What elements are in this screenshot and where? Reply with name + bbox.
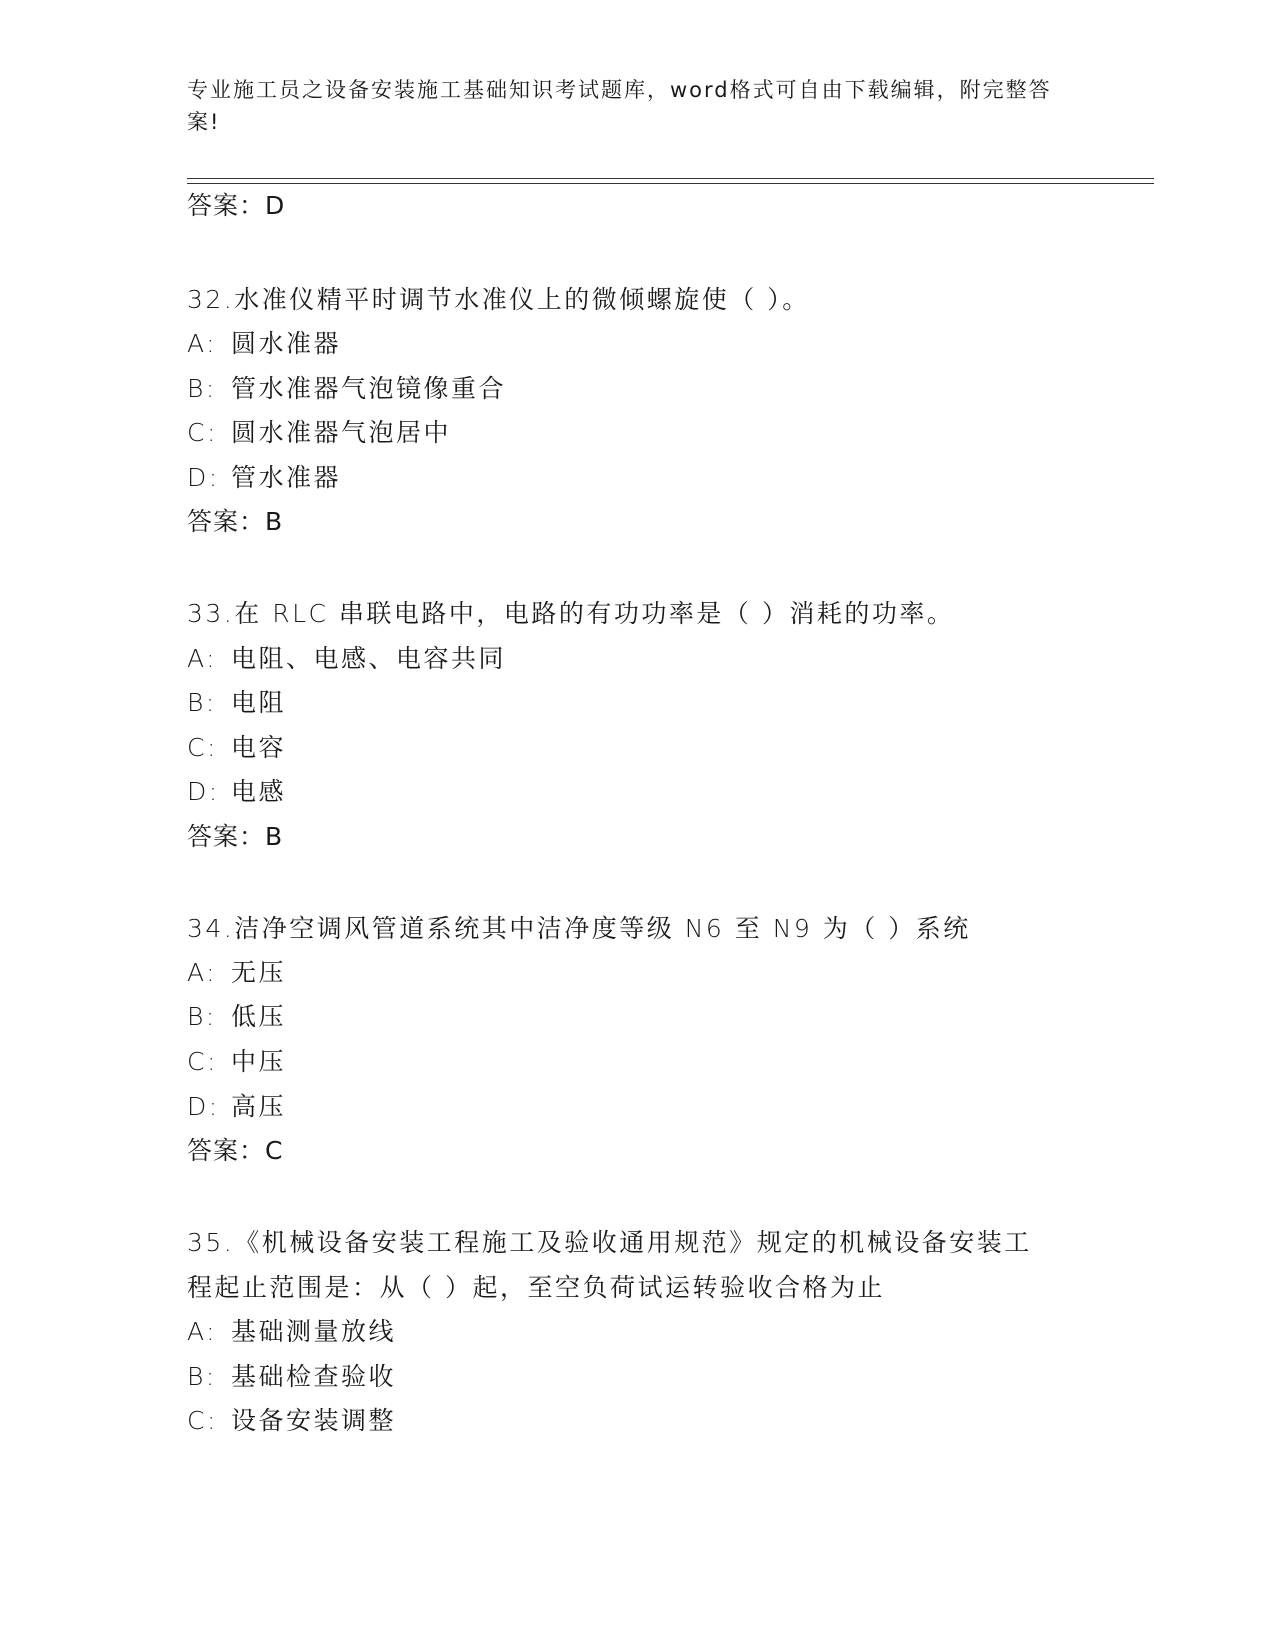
question-33-option-d xyxy=(187,776,286,808)
option-text: 中压 xyxy=(231,1047,287,1076)
option-text: 电阻、电感、电容共同 xyxy=(231,644,507,673)
header-divider-top xyxy=(187,178,1154,179)
option-text: 基础测量放线 xyxy=(231,1317,397,1346)
question-34-stem: 34.洁净空调风管道系统其中洁净度等级 N6 至 N9 为（ ）系统 xyxy=(187,914,971,943)
option-key: C: xyxy=(187,1406,218,1435)
option-text: 圆水准器 xyxy=(231,329,342,358)
question-34-option-c xyxy=(187,1046,286,1078)
option-text: 无压 xyxy=(231,958,287,987)
option-key: B: xyxy=(187,688,217,717)
option-key: C: xyxy=(187,1047,218,1076)
option-key: B: xyxy=(187,1002,217,1031)
question-35-option-c xyxy=(187,1405,396,1437)
question-33-option-b xyxy=(187,687,286,719)
question-35-stem-line-1: 35.《机械设备安装工程施工及验收通用规范》规定的机械设备安装工 xyxy=(187,1228,1032,1257)
question-34-option-a xyxy=(187,957,286,989)
option-key: B: xyxy=(187,374,217,403)
option-key: D: xyxy=(187,463,220,492)
option-text: 基础检查验收 xyxy=(231,1362,397,1391)
question-35-option-a xyxy=(187,1316,396,1348)
option-text: 电阻 xyxy=(231,688,287,717)
question-35-option-b xyxy=(187,1361,396,1393)
option-key: D: xyxy=(187,777,220,806)
question-32-stem: 32.水准仪精平时调节水准仪上的微倾螺旋使（ ）。 xyxy=(187,285,810,314)
question-33-stem: 33.在 RLC 串联电路中，电路的有功功率是（ ）消耗的功率。 xyxy=(187,599,955,628)
previous-answer: 答案：D xyxy=(187,191,286,220)
option-text: 管水准器气泡镜像重合 xyxy=(231,374,507,403)
option-text: 电感 xyxy=(231,777,287,806)
option-text: 设备安装调整 xyxy=(231,1406,397,1435)
option-key: C: xyxy=(187,418,218,447)
option-key: A: xyxy=(187,958,218,987)
option-key: A: xyxy=(187,1317,218,1346)
option-key: D: xyxy=(187,1092,220,1121)
question-32-option-c xyxy=(187,417,451,449)
option-key: A: xyxy=(187,329,218,358)
question-32-option-a xyxy=(187,328,341,360)
question-33-answer: 答案：B xyxy=(187,822,284,851)
question-33-option-a xyxy=(187,643,506,675)
question-34-answer: 答案：C xyxy=(187,1136,284,1165)
option-text: 电容 xyxy=(231,733,287,762)
header-divider-bottom xyxy=(187,183,1154,184)
question-35-stem-line-2: 程起止范围是：从（ ）起，至空负荷试运转验收合格为止 xyxy=(187,1273,885,1302)
option-text: 管水准器 xyxy=(231,463,342,492)
question-34-option-b xyxy=(187,1001,286,1033)
question-32-answer: 答案：B xyxy=(187,507,284,536)
document-intro: 专业施工员之设备安装施工基础知识考试题库，word格式可自由下载编辑，附完整答案! xyxy=(187,78,1052,134)
question-32-option-b xyxy=(187,373,506,405)
option-key: C: xyxy=(187,733,218,762)
question-32-option-d xyxy=(187,462,341,494)
option-text: 低压 xyxy=(231,1002,287,1031)
question-34-option-d xyxy=(187,1091,286,1123)
question-33-option-c xyxy=(187,732,286,764)
option-key: A: xyxy=(187,644,218,673)
option-key: B: xyxy=(187,1362,217,1391)
option-text: 高压 xyxy=(231,1092,287,1121)
option-text: 圆水准器气泡居中 xyxy=(231,418,452,447)
